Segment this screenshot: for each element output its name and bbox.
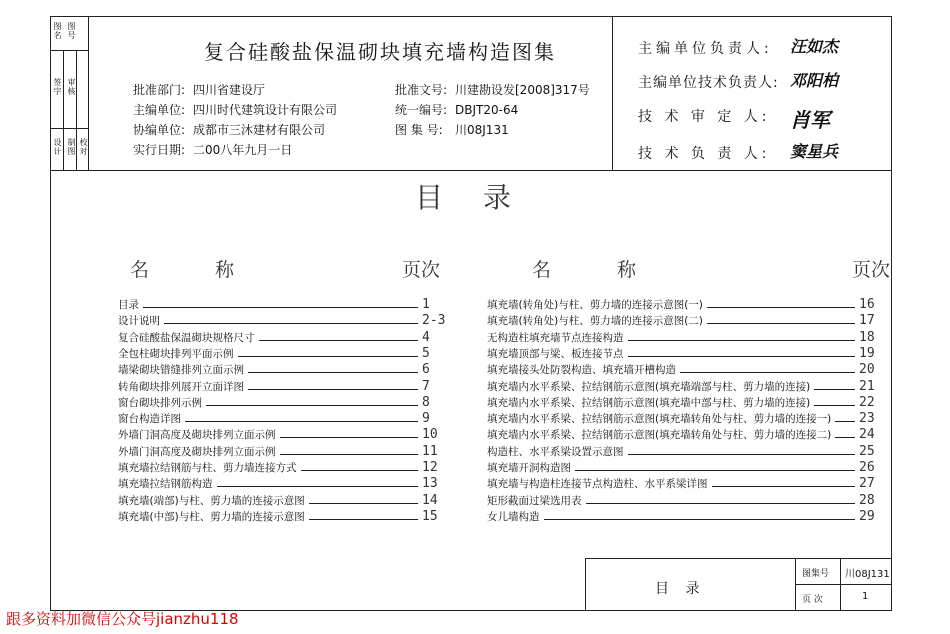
toc-entry-title: 墙梁砌块错缝排列立面示例 xyxy=(118,364,244,377)
resp-label: 主编单位技术负责人: xyxy=(638,75,779,91)
meta-value: 四川省建设厅 xyxy=(193,83,266,97)
toc-entry xyxy=(118,510,448,524)
meta-label: 协编单位: xyxy=(133,123,186,137)
toc-entry-page: 16 xyxy=(859,297,875,312)
resp-label: 技 术 审 定 人: xyxy=(638,109,771,125)
toc-entry-page: 24 xyxy=(859,427,875,443)
sidebar-label: 图号 xyxy=(67,22,76,40)
toc-entry-page: 25 xyxy=(859,443,875,459)
toc-entry xyxy=(118,445,448,459)
left-meta xyxy=(133,80,337,160)
toc-entry-page: 27 xyxy=(859,476,875,492)
meta-value: 成都市三沐建材有限公司 xyxy=(193,123,326,137)
toc-entry xyxy=(118,494,448,508)
sidebar-label: 设计 xyxy=(53,138,62,156)
toc-leader-line xyxy=(185,421,418,422)
toc-entry-title: 窗台砌块排列示例 xyxy=(118,396,202,409)
toc-leader-line xyxy=(575,470,855,471)
sidebar-label: 校对 xyxy=(79,138,88,156)
atlas-title: 复合硅酸盐保温砌块填充墙构造图集 xyxy=(204,40,556,64)
meta-label: 统一编号: xyxy=(395,103,448,117)
toc-leader-line xyxy=(712,486,856,487)
toc-entry-page: 7 xyxy=(422,378,430,394)
toc-leader-line xyxy=(248,372,418,373)
toc-entry xyxy=(487,396,885,410)
toc-entry xyxy=(487,494,885,508)
signature: 汪如杰 xyxy=(790,37,839,56)
title-block-rule xyxy=(795,584,892,585)
toc-entry xyxy=(118,396,448,410)
meta-label: 实行日期: xyxy=(133,143,186,157)
right-meta xyxy=(395,80,590,140)
toc-leader-line xyxy=(544,519,856,520)
toc-entry-title: 填充墙与构造柱连接节点构造柱、水平系梁详图 xyxy=(487,478,708,491)
toc-entry-title: 无构造柱填充墙节点连接构造 xyxy=(487,331,624,344)
toc-entry-page: 8 xyxy=(422,394,430,410)
sidebar-rule-2 xyxy=(50,128,88,129)
toc-leader-line xyxy=(164,323,418,324)
right-page-header: 页次 xyxy=(852,259,891,281)
toc-leader-line xyxy=(143,307,418,308)
toc-leader-line xyxy=(301,470,419,471)
sidebar-label: 图名 xyxy=(53,22,62,40)
toc-leader-line xyxy=(309,519,418,520)
toc-entry-title: 填充墙开洞构造图 xyxy=(487,462,571,474)
toc-entry-page: 19 xyxy=(859,345,875,361)
toc-entry-title: 女儿墙构造 xyxy=(487,510,540,523)
toc-entry-page: 6 xyxy=(422,362,430,378)
toc-entry-page: 18 xyxy=(859,329,875,345)
toc-leader-line xyxy=(628,340,856,341)
toc-entry-page: 23 xyxy=(859,411,875,427)
page-label: 页 次 xyxy=(802,595,823,605)
toc-entry-title: 填充墙(中部)与柱、剪力墙的连接示意图 xyxy=(118,510,305,523)
toc-entry xyxy=(487,347,885,361)
signature: 邓阳柏 xyxy=(790,71,839,90)
toc-entry-page: 11 xyxy=(422,443,438,459)
meta-value: 二00八年九月一日 xyxy=(193,143,293,157)
toc-entry xyxy=(487,461,885,475)
toc-leader-line xyxy=(217,486,419,487)
toc-entry xyxy=(487,298,885,312)
sidebar-rule-1 xyxy=(50,50,88,51)
toc-entry-page: 26 xyxy=(859,460,875,475)
toc-right-list xyxy=(487,298,885,538)
toc-entry-page: 4 xyxy=(422,329,430,345)
toc-entry-title: 构造柱、水平系梁设置示意图 xyxy=(487,445,624,458)
toc-entry-page: 17 xyxy=(859,313,875,329)
toc-entry-page: 5 xyxy=(422,345,430,361)
toc-entry-title: 转角砌块排列展开立面详图 xyxy=(118,380,244,393)
atlas-value: 川08J131 xyxy=(845,569,890,580)
toc-entry-page: 15 xyxy=(422,508,438,524)
toc-leader-line xyxy=(259,340,419,341)
toc-entry xyxy=(118,380,448,394)
left-name-header: 名 称 xyxy=(130,259,265,281)
toc-entry-page: 28 xyxy=(859,492,875,508)
toc-leader-line xyxy=(206,405,418,406)
toc-leader-line xyxy=(814,389,855,390)
toc-entry-page: 9 xyxy=(422,411,430,427)
toc-entry xyxy=(487,331,885,345)
toc-entry xyxy=(487,510,885,524)
toc-leader-line xyxy=(835,421,855,422)
signature: 肖军 xyxy=(790,108,830,132)
toc-entry xyxy=(118,298,448,312)
meta-value: 四川时代建筑设计有限公司 xyxy=(193,103,338,117)
toc-left-list xyxy=(118,298,448,538)
toc-leader-line xyxy=(309,503,418,504)
toc-entry xyxy=(118,314,448,328)
meta-value: DBJT20-64 xyxy=(455,103,519,117)
toc-entry-title: 填充墙拉结钢筋与柱、剪力墙连接方式 xyxy=(118,462,297,474)
toc-entry-title: 填充墙拉结钢筋构造 xyxy=(118,478,213,491)
toc-entry xyxy=(487,412,885,426)
toc-leader-line xyxy=(238,356,419,357)
page-value: 1 xyxy=(862,591,869,602)
sidebar-label: 签字 xyxy=(53,78,62,96)
resp-label: 技 术 负 责 人: xyxy=(638,146,771,162)
toc-entry-title: 复合硅酸盐保温砌块规格尺寸 xyxy=(118,331,255,344)
toc-entry xyxy=(118,363,448,377)
toc-entry-title: 外墙门洞高度及砌块排列立面示例 xyxy=(118,429,276,442)
toc-entry-title: 填充墙(转角处)与柱、剪力墙的连接示意图(一) xyxy=(487,299,703,311)
toc-entry xyxy=(118,331,448,345)
toc-entry-title: 填充墙内水平系梁、拉结钢筋示意图(填充墙端部与柱、剪力墙的连接) xyxy=(487,380,811,393)
toc-entry xyxy=(118,347,448,361)
toc-entry xyxy=(118,461,448,475)
toc-entry xyxy=(487,314,885,328)
toc-entry-title: 目录 xyxy=(118,299,139,311)
meta-label: 批准文号: xyxy=(395,83,448,97)
toc-entry-page: 21 xyxy=(859,378,875,394)
resp-label: 主编单位负责人: xyxy=(638,41,773,57)
toc-entry-page: 1 xyxy=(422,297,430,312)
meta-label: 主编单位: xyxy=(133,103,186,117)
toc-entry-title: 全包柱砌块排列平面示例 xyxy=(118,347,234,360)
sidebar-label: 制图 xyxy=(67,138,76,156)
toc-entry-title: 填充墙内水平系梁、拉结钢筋示意图(填充墙转角处与柱、剪力墙的连接一) xyxy=(487,413,832,426)
toc-entry-title: 窗台构造详图 xyxy=(118,413,181,426)
toc-entry xyxy=(118,428,448,442)
toc-entry-title: 填充墙(转角处)与柱、剪力墙的连接示意图(二) xyxy=(487,315,703,328)
toc-entry-title: 填充墙内水平系梁、拉结钢筋示意图(填充墙中部与柱、剪力墙的连接) xyxy=(487,396,811,409)
toc-heading: 目录 xyxy=(415,181,552,214)
left-page-header: 页次 xyxy=(402,259,441,281)
sidebar-rule-3 xyxy=(63,50,64,170)
toc-entry-page: 10 xyxy=(422,427,438,443)
toc-leader-line xyxy=(628,356,856,357)
toc-entry xyxy=(118,477,448,491)
toc-entry-title: 外墙门洞高度及砌块排列立面示例 xyxy=(118,445,276,458)
meta-value: 川08J131 xyxy=(455,123,509,137)
toc-entry-title: 设计说明 xyxy=(118,315,160,328)
toc-leader-line xyxy=(814,405,855,406)
responsibles-divider xyxy=(612,16,613,170)
toc-leader-line xyxy=(280,437,419,438)
toc-entry-title: 填充墙顶部与梁、板连接节点 xyxy=(487,347,624,360)
sidebar-label: 审核 xyxy=(67,78,76,96)
toc-entry xyxy=(487,477,885,491)
header-divider xyxy=(50,170,892,171)
toc-entry-title: 矩形截面过梁选用表 xyxy=(487,494,582,507)
toc-entry-page: 13 xyxy=(422,476,438,492)
toc-entry-page: 20 xyxy=(859,362,875,378)
toc-entry-page: 14 xyxy=(422,492,438,508)
toc-leader-line xyxy=(835,437,855,438)
toc-leader-line xyxy=(707,323,855,324)
toc-leader-line xyxy=(248,389,418,390)
toc-entry-title: 填充墙(端部)与柱、剪力墙的连接示意图 xyxy=(118,494,305,507)
footer-note: 跟多资料加微信公众号jianzhu118 xyxy=(6,610,239,628)
signature: 窦星兵 xyxy=(790,142,839,161)
title-block-name: 目 录 xyxy=(655,581,706,597)
toc-entry-title: 填充墙内水平系梁、拉结钢筋示意图(填充墙转角处与柱、剪力墙的连接二) xyxy=(487,429,832,442)
toc-leader-line xyxy=(628,454,856,455)
toc-entry xyxy=(487,363,885,377)
toc-entry-page: 12 xyxy=(422,460,438,475)
toc-leader-line xyxy=(586,503,856,504)
atlas-label: 图集号 xyxy=(802,569,830,579)
toc-entry xyxy=(487,428,885,442)
toc-entry xyxy=(487,380,885,394)
toc-entry-title: 填充墙接头处防裂构造、填充墙开槽构造 xyxy=(487,364,676,377)
meta-value: 川建勘设发[2008]317号 xyxy=(455,83,590,97)
toc-leader-line xyxy=(680,372,855,373)
toc-entry-page: 22 xyxy=(859,394,875,410)
toc-leader-line xyxy=(280,454,419,455)
toc-leader-line xyxy=(707,307,855,308)
meta-label: 图 集 号: xyxy=(395,123,443,137)
toc-entry xyxy=(487,445,885,459)
toc-entry xyxy=(118,412,448,426)
toc-entry-page: 2-3 xyxy=(422,313,446,329)
meta-label: 批准部门: xyxy=(133,83,186,97)
right-name-header: 名 称 xyxy=(532,259,667,281)
toc-entry-page: 29 xyxy=(859,508,875,524)
